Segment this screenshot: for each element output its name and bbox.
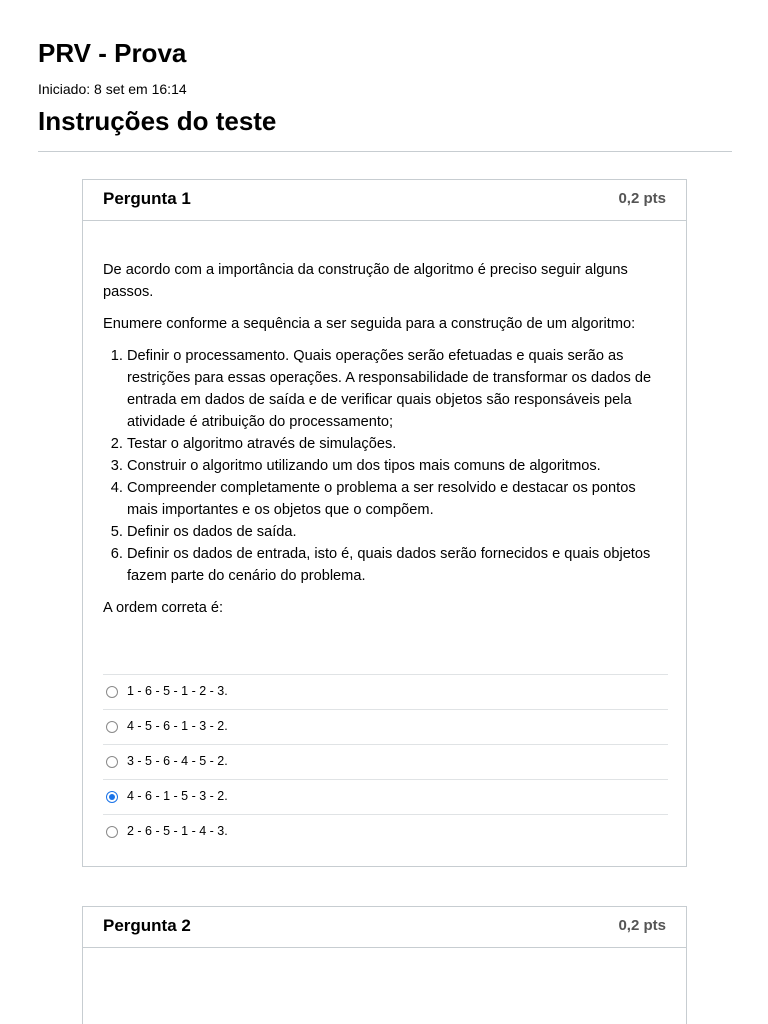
- step-item: 2. Testar o algoritmo através de simulações.: [127, 433, 669, 455]
- step-item: 4. Compreender completamente o problema a ser resolvido e destacar os pontos mais importantes e os objetos que o compõem.: [127, 477, 669, 521]
- answer-option-3[interactable]: [103, 744, 668, 779]
- question-text: [103, 259, 669, 629]
- question-title: Pergunta 1: [103, 189, 191, 208]
- step-item: 6. Definir os dados de entrada, isto é, quais dados serão fornecidos e quais objetos fazem parte do cenário do problema.: [127, 543, 669, 587]
- steps-list: [103, 345, 669, 587]
- radio-button[interactable]: [106, 826, 118, 838]
- question-points: 0,2 pts: [618, 917, 666, 934]
- instructions-heading: Instruções do teste: [38, 106, 277, 136]
- answer-label[interactable]: 3 - 5 - 6 - 4 - 5 - 2.: [127, 754, 228, 768]
- answer-list: [103, 674, 668, 849]
- question-card-1: [82, 179, 687, 867]
- radio-button[interactable]: [106, 721, 118, 733]
- question-header: [83, 907, 686, 948]
- question-prompt: Enumere conforme a sequência a ser seguida para a construção de um algoritmo:: [103, 316, 636, 332]
- question-header: [83, 180, 686, 221]
- answer-label[interactable]: 1 - 6 - 5 - 1 - 2 - 3.: [127, 684, 228, 698]
- quiz-title: PRV - Prova: [38, 38, 187, 68]
- answer-label[interactable]: 2 - 6 - 5 - 1 - 4 - 3.: [127, 824, 228, 838]
- radio-button[interactable]: [106, 686, 118, 698]
- answer-label[interactable]: 4 - 5 - 6 - 1 - 3 - 2.: [127, 719, 228, 733]
- answer-label[interactable]: 4 - 6 - 1 - 5 - 3 - 2.: [127, 789, 228, 803]
- answer-option-2[interactable]: [103, 709, 668, 744]
- radio-button[interactable]: [106, 756, 118, 768]
- header-divider: [38, 151, 732, 152]
- answer-option-5[interactable]: [103, 814, 668, 849]
- question-intro: De acordo com a importância da construção de algoritmo é preciso seguir alguns passos.: [103, 262, 628, 300]
- step-item: 3. Construir o algoritmo utilizando um dos tipos mais comuns de algoritmos.: [127, 455, 669, 477]
- step-item: 1. Definir o processamento. Quais operações serão efetuadas e quais serão as restrições para essas operações. A responsabilidade de transformar os dados de entrada em dados de saída e de verificar quais objetos são responsáveis pela atividade é atribuição do processamento;: [127, 345, 669, 433]
- question-card-2: [82, 906, 687, 1024]
- question-closing: A ordem correta é:: [103, 600, 224, 616]
- answer-option-4[interactable]: [103, 779, 668, 814]
- radio-button-selected[interactable]: [106, 791, 118, 803]
- question-title: Pergunta 2: [103, 916, 191, 935]
- answer-option-1[interactable]: [103, 674, 668, 709]
- step-item: 5. Definir os dados de saída.: [127, 521, 669, 543]
- question-points: 0,2 pts: [618, 190, 666, 207]
- started-timestamp: Iniciado: 8 set em 16:14: [38, 81, 187, 97]
